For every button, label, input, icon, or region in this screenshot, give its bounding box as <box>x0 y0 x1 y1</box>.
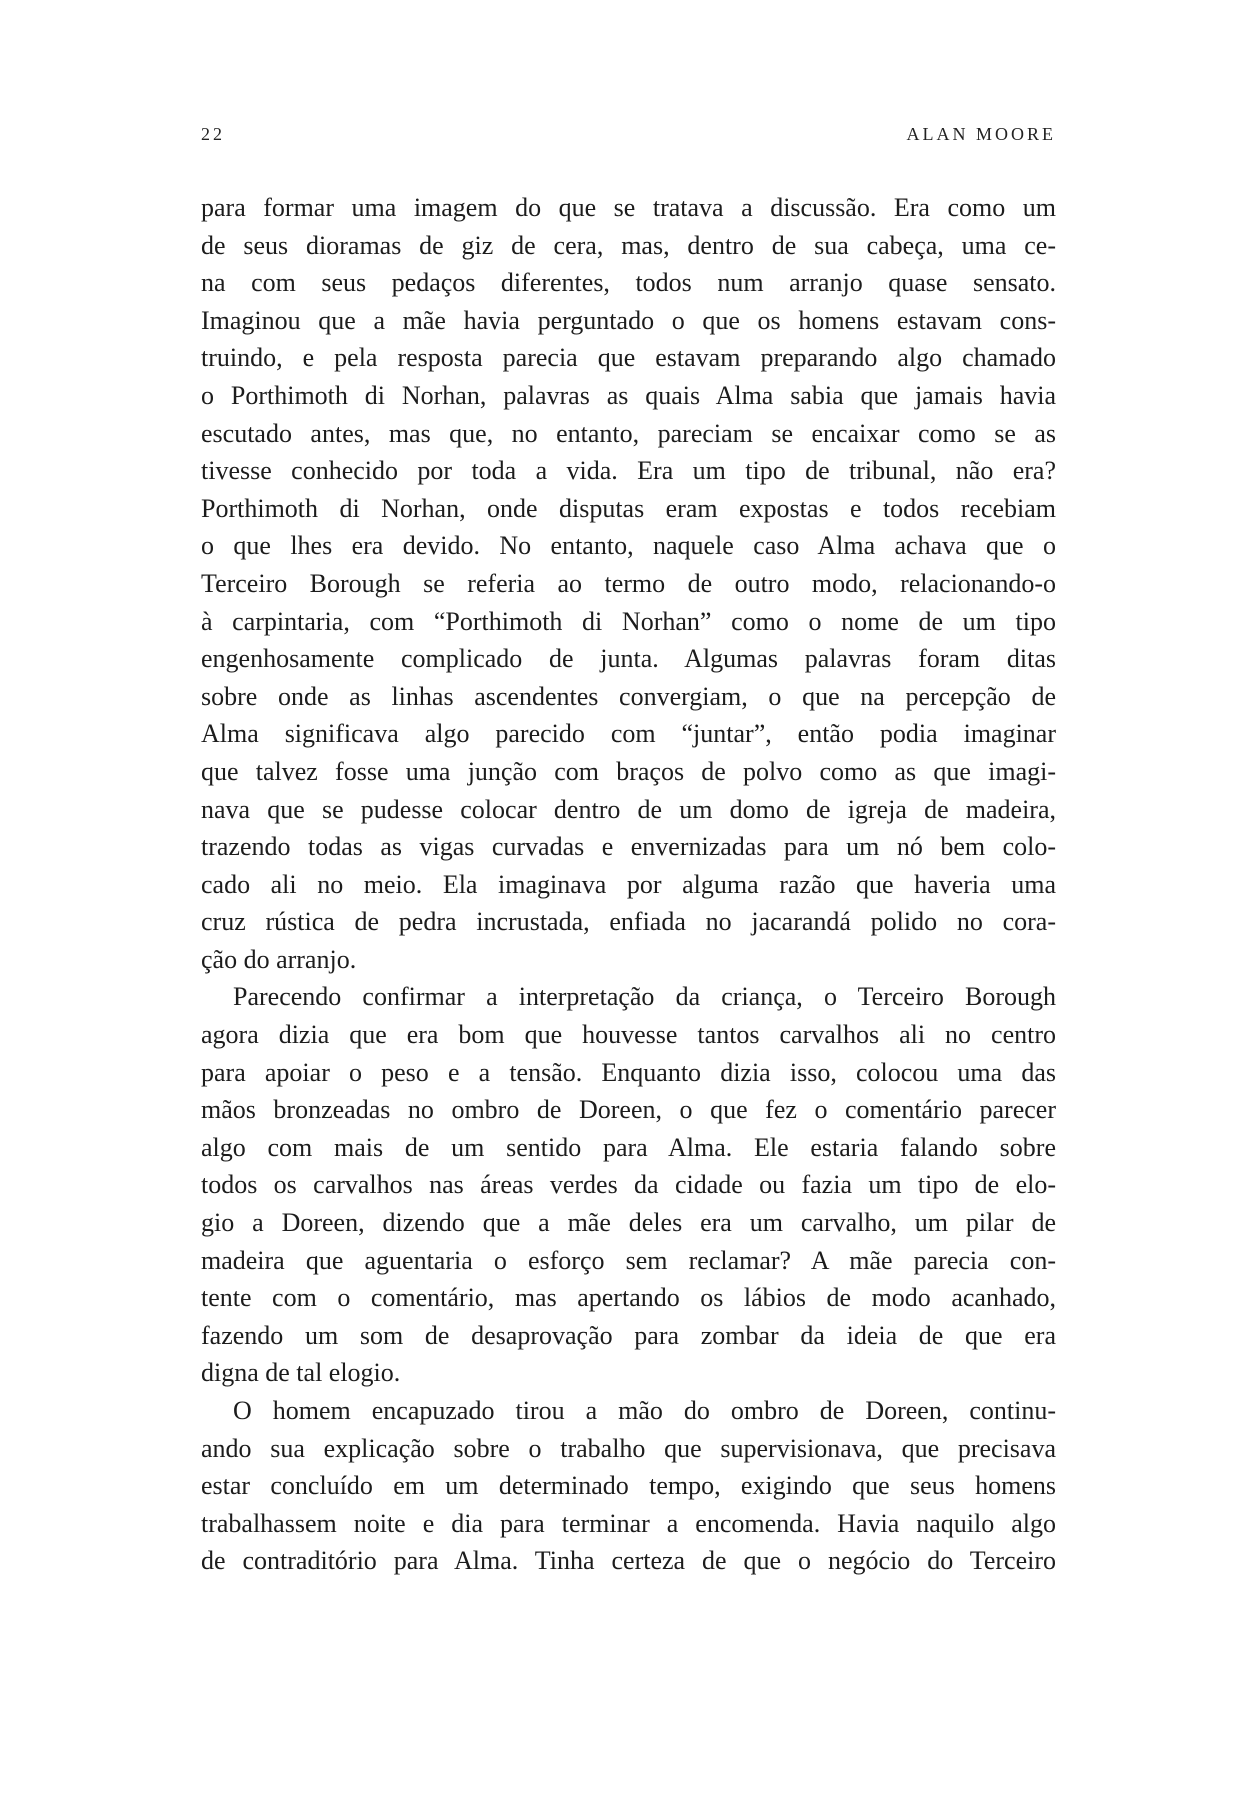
text-line: trazendo todas as vigas curvadas e envernizadas para um nó bem colo- <box>201 832 1056 862</box>
text-line: truindo, e pela resposta parecia que estavam preparando algo chamado <box>201 343 1056 373</box>
text-line: trabalhassem noite e dia para terminar a encomenda. Havia naquilo algo <box>201 1508 1056 1538</box>
paragraph <box>201 978 1056 1392</box>
paragraph <box>201 1392 1056 1580</box>
text-line: algo com mais de um sentido para Alma. Ele estaria falando sobre <box>201 1132 1056 1162</box>
page-number: 22 <box>201 124 225 144</box>
text-line: na com seus pedaços diferentes, todos num arranjo quase sensato. <box>201 268 1056 298</box>
text-line: O homem encapuzado tirou a mão do ombro de Doreen, continu- <box>233 1396 1056 1425</box>
text-line: tente com o comentário, mas apertando os lábios de modo acanhado, <box>201 1283 1056 1313</box>
text-line: para formar uma imagem do que se tratava a discussão. Era como um <box>201 193 1056 222</box>
text-line: madeira que aguentaria o esforço sem reclamar? A mãe parecia con- <box>201 1245 1056 1275</box>
text-line: fazendo um som de desaprovação para zombar da ideia de que era <box>201 1320 1056 1350</box>
text-line: Terceiro Borough se referia ao termo de outro modo, relacionando-o <box>201 568 1056 598</box>
text-line: Porthimoth di Norhan, onde disputas eram expostas e todos recebiam <box>201 493 1056 523</box>
text-line: engenhosamente complicado de junta. Algumas palavras foram ditas <box>201 644 1056 674</box>
text-line: de contraditório para Alma. Tinha certeza de que o negócio do Terceiro <box>201 1546 1056 1576</box>
text-line: à carpintaria, com “Porthimoth di Norhan” como o nome de um tipo <box>201 606 1056 636</box>
text-line: escutado antes, mas que, no entanto, pareciam se encaixar como se as <box>201 418 1056 448</box>
text-line: de seus dioramas de giz de cera, mas, dentro de sua cabeça, uma ce- <box>201 230 1056 260</box>
text-line: agora dizia que era bom que houvesse tantos carvalhos ali no centro <box>201 1020 1056 1050</box>
text-line: gio a Doreen, dizendo que a mãe deles era um carvalho, um pilar de <box>201 1208 1056 1238</box>
text-line: Alma significava algo parecido com “juntar”, então podia imaginar <box>201 719 1056 749</box>
running-head <box>201 124 1056 154</box>
running-head-author: ALAN MOORE <box>906 124 1056 144</box>
text-line: cado ali no meio. Ela imaginava por alguma razão que haveria uma <box>201 869 1056 899</box>
text-line: mãos bronzeadas no ombro de Doreen, o que fez o comentário parecer <box>201 1095 1056 1125</box>
text-line: o que lhes era devido. No entanto, naquele caso Alma achava que o <box>201 531 1056 561</box>
text-line: Imaginou que a mãe havia perguntado o que os homens estavam cons- <box>201 305 1056 335</box>
text-line: todos os carvalhos nas áreas verdes da cidade ou fazia um tipo de elo- <box>201 1170 1056 1200</box>
text-line: o Porthimoth di Norhan, palavras as quais Alma sabia que jamais havia <box>201 380 1056 410</box>
text-line: que talvez fosse uma junção com braços de polvo como as que imagi- <box>201 756 1056 786</box>
text-line: para apoiar o peso e a tensão. Enquanto dizia isso, colocou uma das <box>201 1057 1056 1087</box>
text-line: estar concluído em um determinado tempo, exigindo que seus homens <box>201 1471 1056 1501</box>
paragraph <box>201 189 1056 978</box>
text-line: Parecendo confirmar a interpretação da criança, o Terceiro Borough <box>233 982 1056 1012</box>
text-line: ção do arranjo. <box>201 944 357 974</box>
text-line: cruz rústica de pedra incrustada, enfiada no jacarandá polido no cora- <box>201 907 1056 937</box>
body-text <box>201 189 1056 1580</box>
text-line: ando sua explicação sobre o trabalho que supervisionava, que precisava <box>201 1433 1056 1463</box>
text-line: sobre onde as linhas ascendentes convergiam, o que na percepção de <box>201 681 1056 711</box>
text-line: tivesse conhecido por toda a vida. Era um tipo de tribunal, não era? <box>201 456 1056 486</box>
text-line: nava que se pudesse colocar dentro de um domo de igreja de madeira, <box>201 794 1056 824</box>
text-line: digna de tal elogio. <box>201 1358 401 1388</box>
